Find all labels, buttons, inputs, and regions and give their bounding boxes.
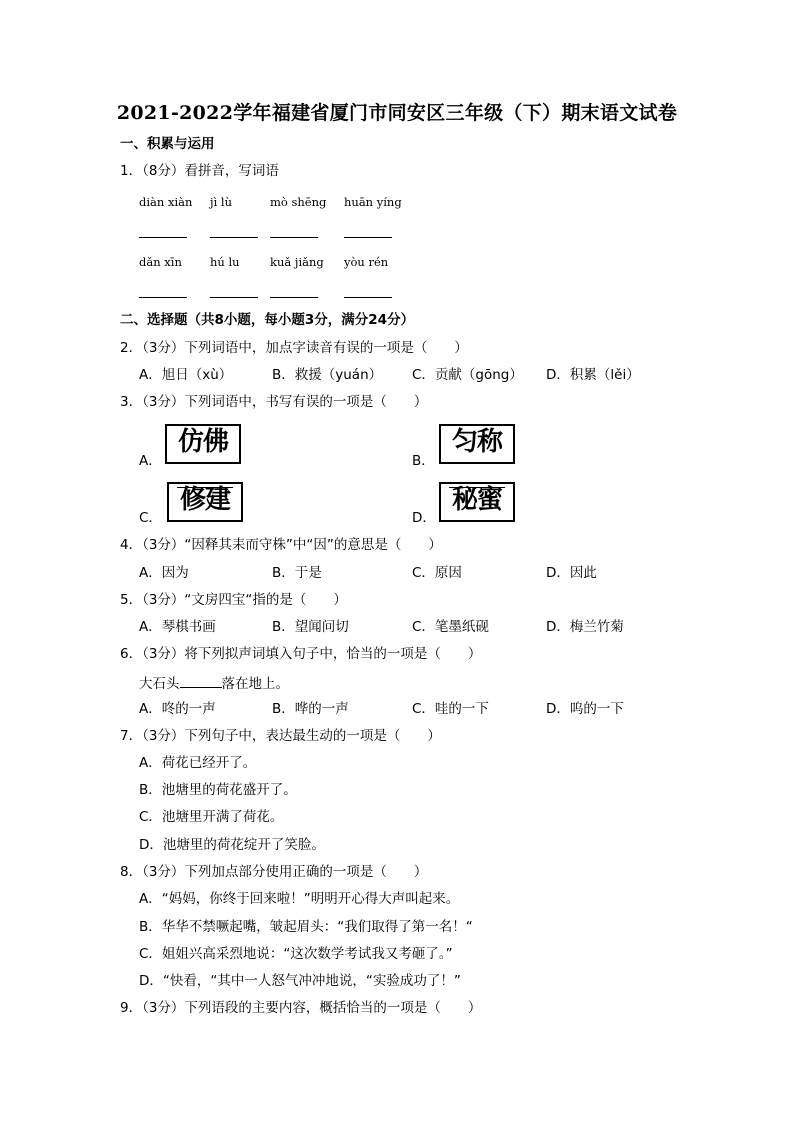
q8-option-d[interactable]: D．“快看，“其中一人怒气冲冲地说，“实验成功了！” <box>139 973 461 989</box>
answer-blank-5[interactable] <box>139 297 187 298</box>
q6-sentence-start: 大石头 <box>139 676 180 692</box>
pinyin-2: jì lù <box>210 195 232 209</box>
q5-option-c[interactable]: C．笔墨纸砚 <box>412 619 489 635</box>
q3-word-b: 匀称 <box>451 427 502 457</box>
q3-option-a-label[interactable]: A． <box>139 453 162 469</box>
pinyin-5: dǎn xīn <box>139 255 182 269</box>
pinyin-6: hú lu <box>210 255 240 269</box>
q3-word-image-b[interactable] <box>439 424 515 464</box>
pinyin-4: huān yíng <box>344 195 402 209</box>
q4-option-d[interactable]: D．因此 <box>546 565 597 581</box>
q5-option-d[interactable]: D．梅兰竹菊 <box>546 619 624 635</box>
q7-option-c[interactable]: C．池塘里开满了荷花。 <box>139 809 284 825</box>
q3-word-c: 修建 <box>179 485 230 515</box>
question-3-stem: 3．（3分）下列词语中，书写有误的一项是（ ） <box>120 394 428 410</box>
pinyin-1: diàn xiàn <box>139 195 193 209</box>
question-1-stem: 1．（8分）看拼音，写词语 <box>120 163 279 179</box>
answer-blank-6[interactable] <box>210 297 258 298</box>
overline-mark <box>177 487 233 488</box>
q2-option-d[interactable]: D．积累（lěi） <box>546 367 640 383</box>
q3-word-d: 秘蜜 <box>451 485 502 515</box>
q3-option-d-label[interactable]: D． <box>412 510 436 526</box>
answer-blank-4[interactable] <box>344 237 392 238</box>
question-8-stem: 8．（3分）下列加点部分使用正确的一项是（ ） <box>120 864 428 880</box>
q8-option-c[interactable]: C．姐姐兴高采烈地说：“这次数学考试我又考砸了。” <box>139 946 453 962</box>
q2-option-a[interactable]: A．旭日（xù） <box>139 367 233 383</box>
q3-word-image-a[interactable] <box>165 424 241 464</box>
overline-mark <box>449 487 505 488</box>
question-2-stem: 2．（3分）下列词语中，加点字读音有误的一项是（ ） <box>120 340 468 356</box>
question-4-stem: 4．（3分）“因释其耒而守株”中“因”的意思是（ ） <box>120 537 442 553</box>
q6-option-a[interactable]: A．咚的一声 <box>139 701 216 717</box>
q6-option-c[interactable]: C．哇的一下 <box>412 701 489 717</box>
answer-blank-3[interactable] <box>270 237 318 238</box>
exam-title: 2021-2022学年福建省厦门市同安区三年级（下）期末语文试卷 <box>116 102 678 124</box>
answer-blank-7[interactable] <box>270 297 318 298</box>
q2-option-b[interactable]: B．救援（yuán） <box>272 367 383 383</box>
q7-option-d[interactable]: D．池塘里的荷花绽开了笑脸。 <box>139 837 325 853</box>
q3-option-c-label[interactable]: C． <box>139 510 162 526</box>
q4-option-a[interactable]: A．因为 <box>139 565 189 581</box>
answer-blank-1[interactable] <box>139 237 187 238</box>
q7-option-a[interactable]: A．荷花已经开了。 <box>139 755 257 771</box>
q3-option-b-label[interactable]: B． <box>412 453 435 469</box>
section-heading-2: 二、选择题（共8小题，每小题3分，满分24分） <box>120 312 415 328</box>
q3-word-image-d[interactable] <box>439 482 515 522</box>
question-7-stem: 7．（3分）下列句子中，表达最生动的一项是（ ） <box>120 728 441 744</box>
question-6-stem: 6．（3分）将下列拟声词填入句子中，恰当的一项是（ ） <box>120 646 482 662</box>
q7-option-b[interactable]: B．池塘里的荷花盛开了。 <box>139 782 297 798</box>
q8-option-b[interactable]: B．华华不禁噘起嘴，皱起眉头：“我们取得了第一名！“ <box>139 919 473 935</box>
answer-blank-2[interactable] <box>210 237 258 238</box>
answer-blank-8[interactable] <box>344 297 392 298</box>
q2-option-c[interactable]: C．贡献（gōng） <box>412 367 523 383</box>
q6-sentence-end: 落在地上。 <box>221 676 289 692</box>
q5-option-a[interactable]: A．琴棋书画 <box>139 619 216 635</box>
section-heading-1: 一、积累与运用 <box>120 136 215 152</box>
q3-word-image-c[interactable] <box>167 482 243 522</box>
question-9-stem: 9．（3分）下列语段的主要内容，概括恰当的一项是（ ） <box>120 1000 482 1016</box>
pinyin-7: kuǎ jiǎng <box>270 255 324 269</box>
pinyin-3: mò shēng <box>270 195 327 209</box>
q6-sentence <box>139 673 289 693</box>
q8-option-a[interactable]: A．“妈妈，你终于回来啦！”明明开心得大声叫起来。 <box>139 891 460 907</box>
pinyin-8: yòu rén <box>344 255 389 269</box>
q6-fill-blank[interactable] <box>180 673 222 688</box>
q4-option-c[interactable]: C．原因 <box>412 565 462 581</box>
question-5-stem: 5．（3分）“文房四宝“指的是（ ） <box>120 592 347 608</box>
q6-option-d[interactable]: D．呜的一下 <box>546 701 624 717</box>
q6-option-b[interactable]: B．哗的一声 <box>272 701 349 717</box>
q5-option-b[interactable]: B．望闻问切 <box>272 619 349 635</box>
q3-word-a: 仿佛 <box>177 427 228 457</box>
q4-option-b[interactable]: B．于是 <box>272 565 322 581</box>
